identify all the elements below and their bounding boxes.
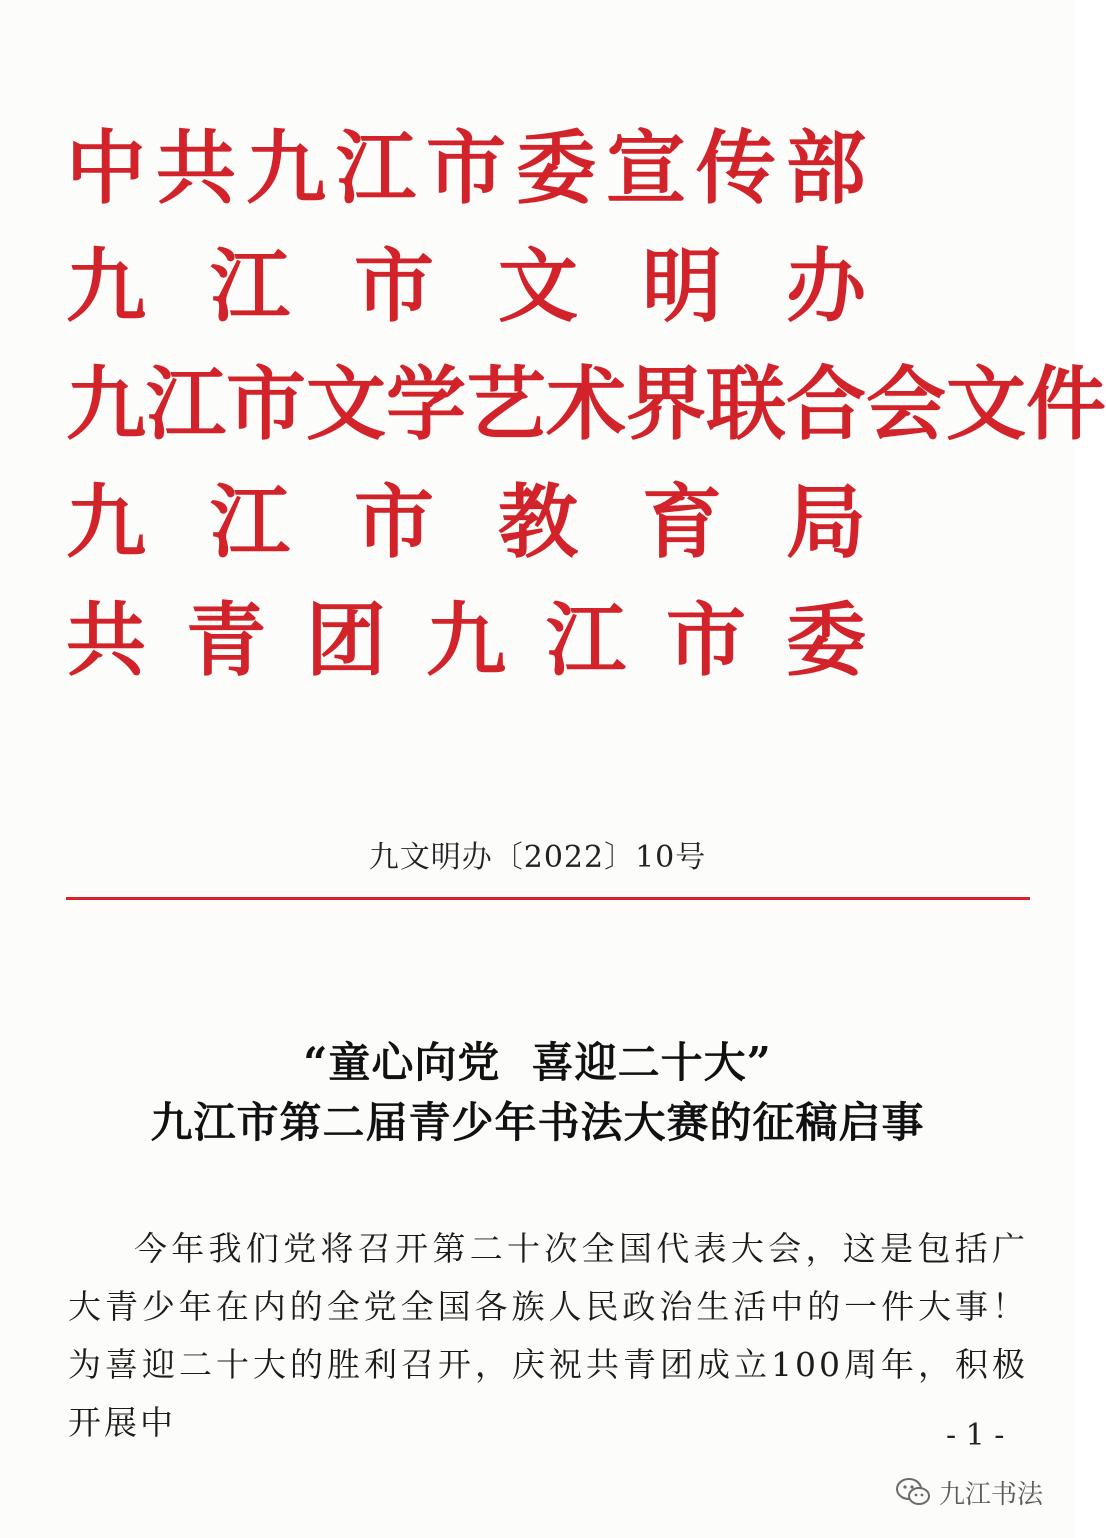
masthead-line-3 xyxy=(66,346,1106,464)
masthead-char: 文 xyxy=(946,358,1026,451)
masthead-char: 教 xyxy=(498,476,578,569)
masthead-char: 江 xyxy=(210,476,290,569)
masthead-char: 委 xyxy=(786,594,866,687)
masthead-char: 九 xyxy=(246,122,326,215)
masthead-char: 术 xyxy=(546,358,626,451)
masthead-char: 部 xyxy=(786,122,866,215)
watermark-text: 九江书法 xyxy=(939,1479,1044,1510)
masthead-char: 共 xyxy=(156,122,236,215)
masthead-char: 办 xyxy=(786,240,866,333)
masthead-char: 合 xyxy=(786,358,866,451)
masthead-char: 江 xyxy=(546,594,626,687)
masthead-char: 市 xyxy=(666,594,746,687)
masthead-char: 团 xyxy=(306,594,386,687)
masthead-char: 宣 xyxy=(606,122,686,215)
masthead-char: 九 xyxy=(66,476,146,569)
masthead-char: 局 xyxy=(786,476,866,569)
masthead-char: 九 xyxy=(66,358,146,451)
masthead-char: 文 xyxy=(306,358,386,451)
masthead-char: 明 xyxy=(642,240,722,333)
masthead-line-2 xyxy=(66,228,866,346)
page-number: - 1 - xyxy=(946,1418,1005,1453)
masthead-char: 九 xyxy=(426,594,506,687)
masthead-char: 九 xyxy=(66,240,146,333)
masthead-char: 江 xyxy=(210,240,290,333)
masthead-char: 件 xyxy=(1026,358,1106,451)
masthead-char: 市 xyxy=(354,476,434,569)
masthead-char: 中 xyxy=(66,122,146,215)
masthead-char: 江 xyxy=(336,122,416,215)
masthead-char: 江 xyxy=(146,358,226,451)
masthead-char: 市 xyxy=(226,358,306,451)
masthead-char: 委 xyxy=(516,122,596,215)
masthead-char: 学 xyxy=(386,358,466,451)
masthead-line-1 xyxy=(66,110,866,228)
document-title-line-1: “童心向党 喜迎二十大” xyxy=(303,1038,772,1087)
red-divider-line xyxy=(66,897,1030,900)
masthead-char: 育 xyxy=(642,476,722,569)
masthead-char: 市 xyxy=(426,122,506,215)
masthead-char: 界 xyxy=(626,358,706,451)
document-number: 九文明办〔2022〕10号 xyxy=(368,840,707,875)
wechat-icon xyxy=(895,1477,931,1507)
masthead-char: 艺 xyxy=(466,358,546,451)
masthead-line-5 xyxy=(66,582,866,700)
masthead-line-4 xyxy=(66,464,866,582)
masthead-char: 共 xyxy=(66,594,146,687)
masthead-char: 市 xyxy=(354,240,434,333)
document-title-line-2: 九江市第二届青少年书法大赛的征稿启事 xyxy=(150,1098,925,1147)
masthead-char: 青 xyxy=(186,594,266,687)
masthead-char: 文 xyxy=(498,240,578,333)
masthead-char: 联 xyxy=(706,358,786,451)
masthead-char: 会 xyxy=(866,358,946,451)
body-paragraph: 今年我们党将召开第二十次全国代表大会，这是包括广大青少年在内的全党全国各族人民政治生活中的一件大事！为喜迎二十大的胜利召开，庆祝共青团成立100周年，积极开展中 xyxy=(68,1229,1028,1442)
red-masthead xyxy=(66,110,1106,700)
masthead-char: 传 xyxy=(696,122,776,215)
watermark xyxy=(895,1474,1043,1510)
